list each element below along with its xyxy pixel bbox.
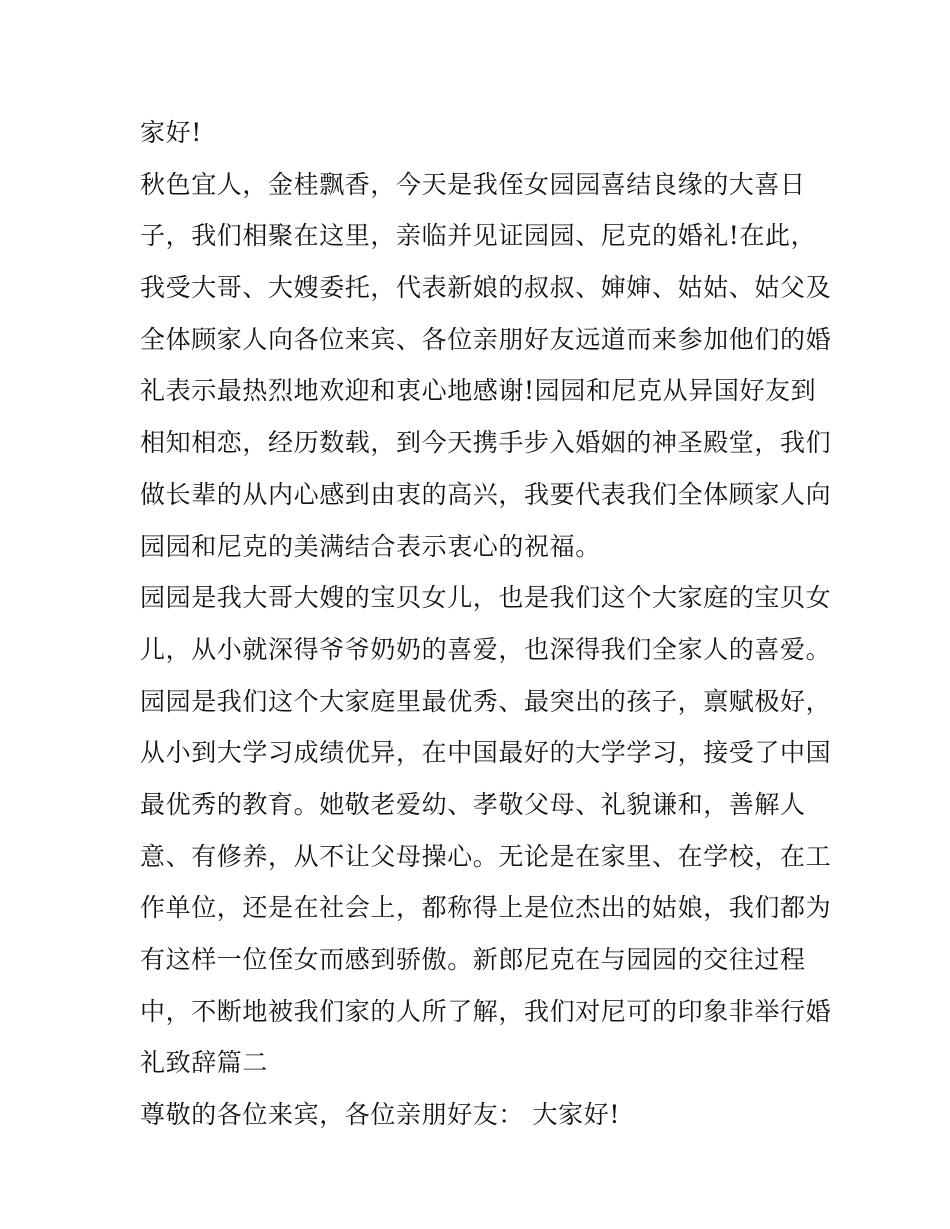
text-line: 园园是我大哥大嫂的宝贝女儿，也是我们这个大家庭的宝贝女	[140, 583, 832, 613]
text-line: 中，不断地被我们家的人所了解，我们对尼可的印象非举行婚	[140, 996, 832, 1026]
text-line: 意、有修养，从不让父母操心。无论是在家里、在学校，在工	[140, 841, 832, 871]
text-line: 家好!	[140, 118, 202, 147]
text-line: 园园和尼克的美满结合表示衷心的祝福。	[140, 531, 601, 561]
section-heading: 礼致辞篇二	[140, 1048, 269, 1078]
text-line: 尊敬的各位来宾，各位亲朋好友： 大家好!	[140, 1100, 620, 1130]
text-line: 子，我们相聚在这里，亲临并见证园园、尼克的婚礼!在此，	[140, 221, 817, 251]
text-line: 秋色宜人，金桂飘香，今天是我侄女园园喜结良缘的大喜日	[140, 169, 806, 199]
text-line: 作单位，还是在社会上，都称得上是位杰出的姑娘，我们都为	[140, 893, 832, 923]
body-text	[140, 107, 830, 1141]
text-line: 礼表示最热烈地欢迎和衷心地感谢!园园和尼克从异国好友到	[140, 376, 817, 406]
text-line: 做长辈的从内心感到由衷的高兴，我要代表我们全体顾家人向	[140, 479, 832, 509]
text-line: 我受大哥、大嫂委托，代表新娘的叔叔、婶婶、姑姑、姑父及	[140, 273, 832, 303]
text-line: 相知相恋，经历数载，到今天携手步入婚姻的神圣殿堂，我们	[140, 428, 832, 458]
text-line: 有这样一位侄女而感到骄傲。新郎尼克在与园园的交往过程	[140, 945, 806, 974]
text-line: 园园是我们这个大家庭里最优秀、最突出的孩子，禀赋极好，	[140, 686, 832, 716]
text-line: 儿，从小就深得爷爷奶奶的喜爱，也深得我们全家人的喜爱。	[140, 634, 832, 664]
text-line: 全体顾家人向各位来宾、各位亲朋好友远道而来参加他们的婚	[140, 324, 832, 354]
text-line: 从小到大学习成绩优异，在中国最好的大学学习，接受了中国	[140, 738, 832, 768]
text-line: 最优秀的教育。她敬老爱幼、孝敬父母、礼貌谦和，善解人	[140, 789, 806, 819]
